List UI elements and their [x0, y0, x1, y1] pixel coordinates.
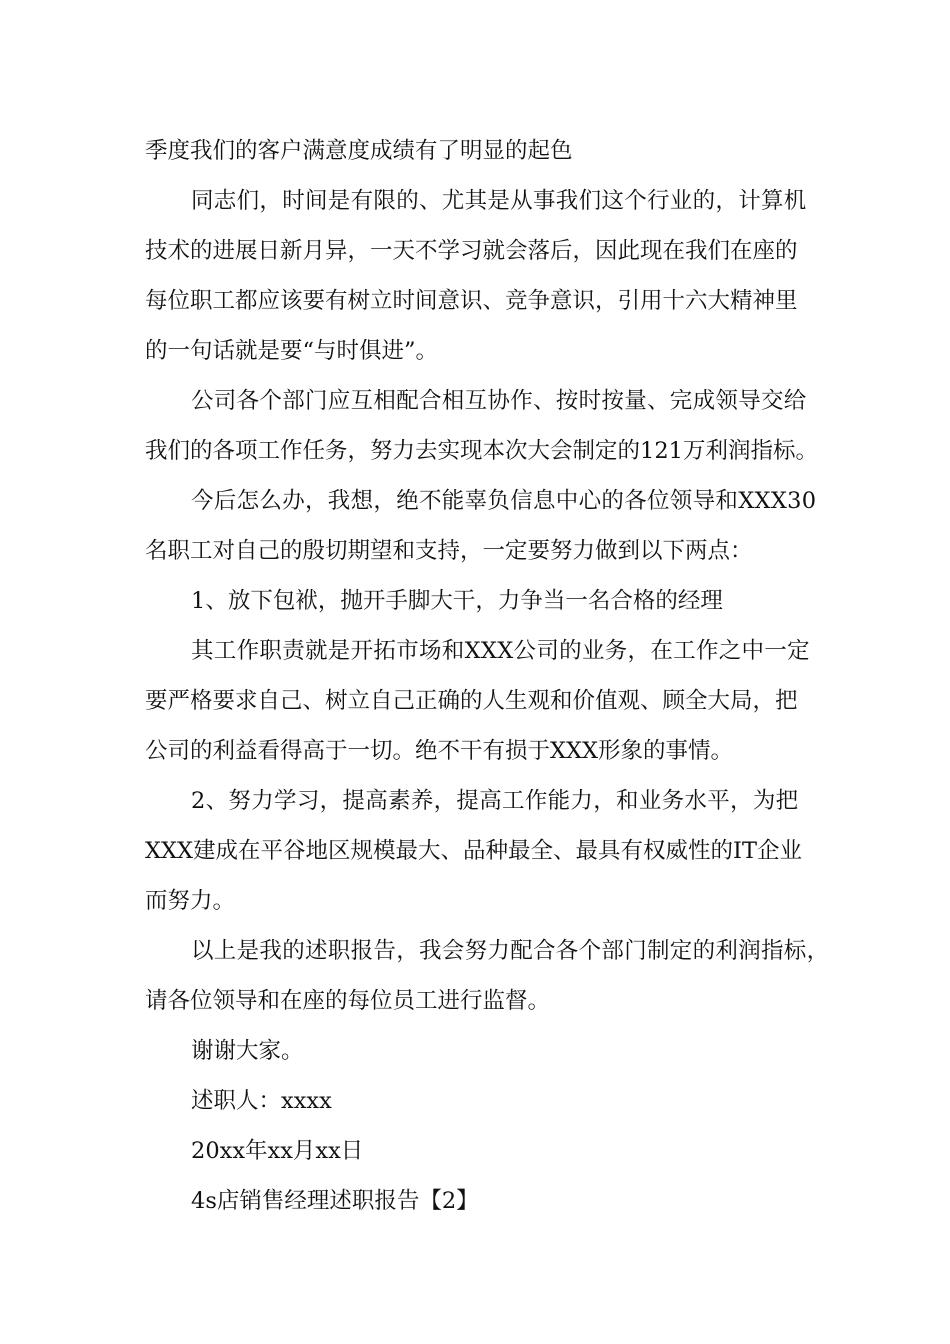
- paragraph-line: 公司各个部门应互相配合相互协作、按时按量、完成领导交给: [191, 388, 807, 414]
- paragraph-line: 以上是我的述职报告，我会努力配合各个部门制定的利润指标，: [191, 938, 830, 964]
- list-item-heading: 1、放下包袱，抛开手脚大干，力争当一名合格的经理: [191, 588, 723, 614]
- date-line: 20xx年xx月xx日: [191, 1138, 364, 1164]
- section-title: 4s店销售经理述职报告【2】: [191, 1188, 479, 1214]
- paragraph-line: 每位职工都应该要有树立时间意识、竞争意识，引用十六大精神里: [145, 288, 798, 314]
- closing-thanks: 谢谢大家。: [191, 1038, 304, 1064]
- paragraph-line: XXX建成在平谷地区规模最大、品种最全、最具有权威性的IT企业: [145, 838, 802, 864]
- paragraph-line: 同志们，时间是有限的、尤其是从事我们这个行业的，计算机: [191, 188, 807, 214]
- signature-line: 述职人：xxxx: [191, 1088, 332, 1114]
- list-item-heading: 2、努力学习，提高素养，提高工作能力，和业务水平，为把: [191, 788, 799, 814]
- paragraph-line: 今后怎么办，我想，绝不能辜负信息中心的各位领导和XXX30: [191, 488, 817, 514]
- paragraph-line: 要严格要求自己、树立自己正确的人生观和价值观、顾全大局，把: [145, 688, 798, 714]
- paragraph-line: 名职工对自己的殷切期望和支持，一定要努力做到以下两点：: [145, 538, 753, 564]
- paragraph-line: 请各位领导和在座的每位员工进行监督。: [145, 988, 551, 1014]
- paragraph-line: 其工作职责就是开拓市场和XXX公司的业务，在工作之中一定: [191, 638, 810, 664]
- paragraph-line: 季度我们的客户满意度成绩有了明显的起色: [145, 138, 573, 164]
- paragraph-line: 技术的进展日新月异，一天不学习就会落后，因此现在我们在座的: [145, 238, 798, 264]
- paragraph-line: 公司的利益看得高于一切。绝不干有损于XXX形象的事情。: [145, 738, 734, 764]
- paragraph-line: 的一句话就是要“与时俱进”。: [145, 338, 439, 364]
- paragraph-line: 而努力。: [145, 888, 236, 914]
- paragraph-line: 我们的各项工作任务，努力去实现本次大会制定的121万利润指标。: [145, 438, 818, 464]
